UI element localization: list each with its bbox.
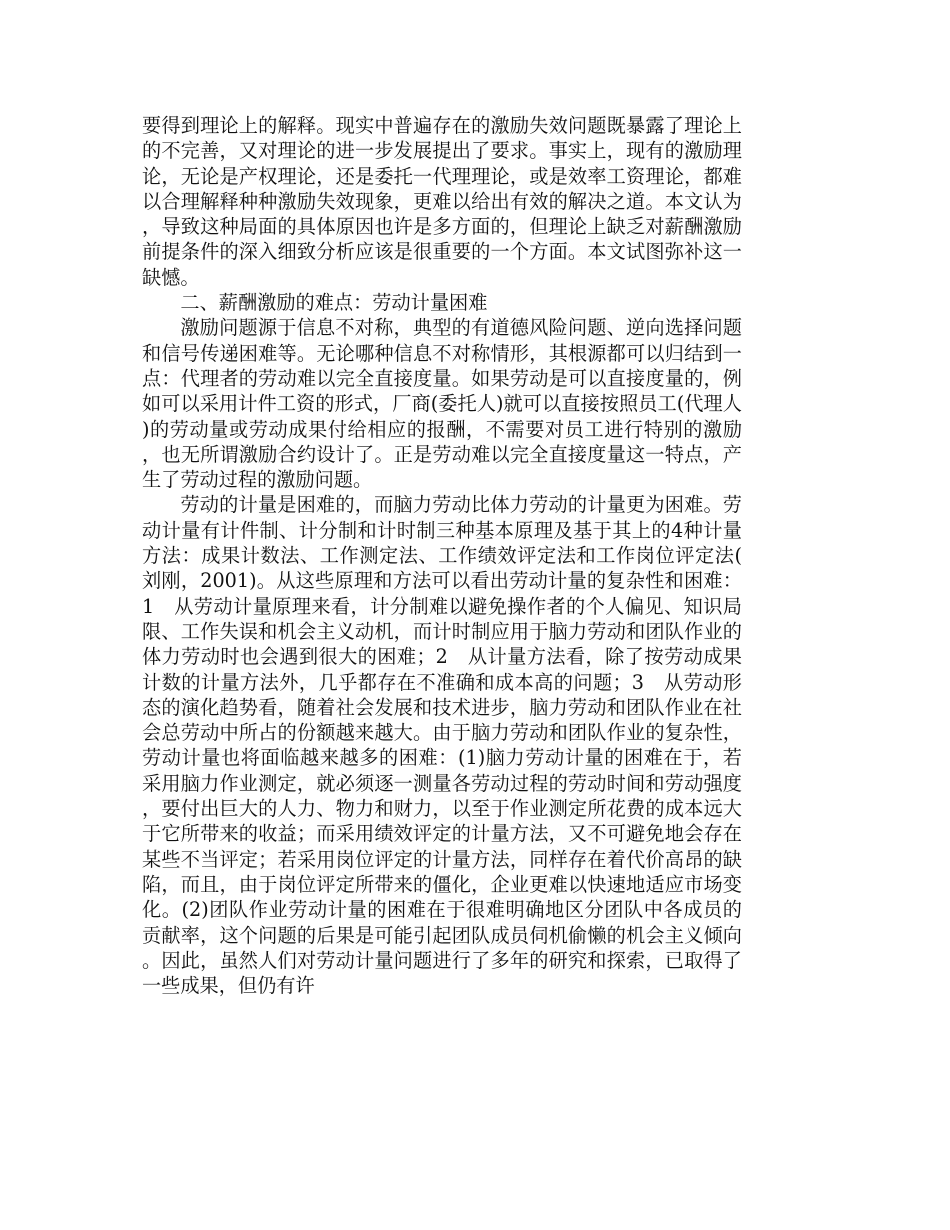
paragraph-continuation: 要得到理论上的解释。现实中普遍存在的激励失效问题既暴露了理论上的不完善，又对理论的进一步发展提出了要求。事实上，现有的激励理论，无论是产权理论，还是委托一代理理论，或是效率工资理论，都难以合理解释种种激励失效现象，更难以给出有效的解决之道。本文认为，导致这种局面的具体原因也许是多方面的，但理论上缺乏对薪酬激励前提条件的深入细致分析应该是很重要的一个方面。本文试图弥补这一缺憾。 [142, 114, 742, 289]
document-page [142, 113, 742, 998]
paragraph-incentive-problem: 激励问题源于信息不对称，典型的有道德风险问题、逆向选择问题和信号传递困难等。无论哪种信息不对称情形，其根源都可以归结到一点：代理者的劳动难以完全直接度量。如果劳动是可以直接度量的，例如可以采用计件工资的形式，厂商(委托人)就可以直接按照员工(代理人)的劳动量或劳动成果付给相应的报酬，不需要对员工进行特别的激励，也无所谓激励合约设计了。正是劳动难以完全直接度量这一特点，产生了劳动过程的激励问题。 [142, 316, 742, 492]
section-heading: 二、薪酬激励的难点：劳动计量困难 [180, 291, 488, 315]
paragraph-labor-measurement: 劳动的计量是困难的，而脑力劳动比体力劳动的计量更为困难。劳动计量有计件制、计分制和计时制三种基本原理及基于其上的4种计量方法：成果计数法、工作测定法、工作绩效评定法和工作岗位评定法(刘刚，2001)。从这些原理和方法可以看出劳动计量的复杂性和困难：1 从劳动计量原理来看，计分制难以避免操作者的个人偏见、知识局限、工作失误和机会主义动机，而计时制应用于脑力劳动和团队作业的体力劳动时也会遇到很大的困难；2 从计量方法看，除了按劳动成果计数的计量方法外，几乎都存在不准确和成本高的问题；3 从劳动形态的演化趋势看，随着社会发展和技术进步，脑力劳动和团队作业在社会总劳动中所占的份额越来越大。由于脑力劳动和团队作业的复杂性，劳动计量也将面临越来越多的困难：(1)脑力劳动计量的困难在于，若采用脑力作业测定，就必须逐一测量各劳动过程的劳动时间和劳动强度，要付出巨大的人力、物力和财力，以至于作业测定所花费的成本远大于它所带来的收益；而采用绩效评定的计量方法，又不可避免地会存在某些不当评定；若采用岗位评定的计量方法，同样存在着代价高昂的缺陷，而且，由于岗位评定所带来的僵化，企业更难以快速地适应市场变化。(2)团队作业劳动计量的困难在于很难明确地区分团队中各成员的贡献率，这个问题的后果是可能引起团队成员伺机偷懒的机会主义倾向。因此，虽然人们对劳动计量问题进行了多年的研究和探索，已取得了一些成果，但仍有许 [142, 493, 742, 998]
